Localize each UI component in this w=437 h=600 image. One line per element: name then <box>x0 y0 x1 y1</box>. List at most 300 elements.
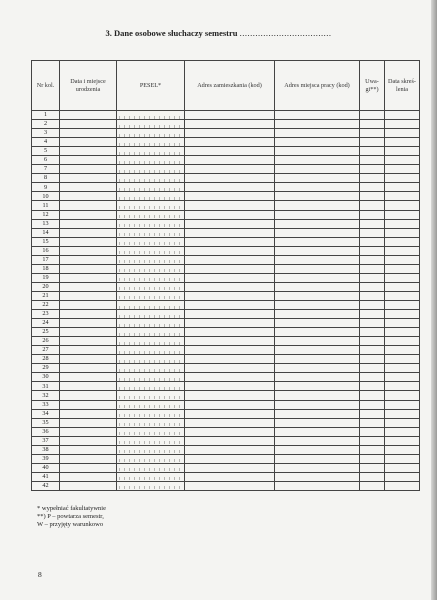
pesel-digit-boxes <box>119 175 182 182</box>
cell-data-skreslenia <box>385 156 420 165</box>
cell-uwagi <box>360 355 385 364</box>
cell-data-skreslenia <box>385 328 420 337</box>
cell-adres-zamieszkania <box>185 481 275 490</box>
cell-adres-zamieszkania <box>185 409 275 418</box>
pesel-digit-boxes <box>119 292 182 299</box>
pesel-digit-boxes <box>119 419 182 426</box>
pesel-digit-boxes <box>119 211 182 218</box>
pesel-digit-boxes <box>119 383 182 390</box>
cell-pesel <box>117 337 185 346</box>
cell-uwagi <box>360 373 385 382</box>
cell-pesel <box>117 201 185 210</box>
table-row <box>32 310 420 319</box>
pesel-digit-boxes <box>119 193 182 200</box>
cell-pesel <box>117 328 185 337</box>
cell-data-skreslenia <box>385 337 420 346</box>
row-number: 25 <box>32 328 60 337</box>
cell-data-skreslenia <box>385 463 420 472</box>
cell-adres-pracy <box>275 328 360 337</box>
cell-data-skreslenia <box>385 210 420 219</box>
page-number: 8 <box>38 570 42 579</box>
cell-data-skreslenia <box>385 436 420 445</box>
table-row <box>32 300 420 309</box>
cell-adres-pracy <box>275 201 360 210</box>
table-row <box>32 156 420 165</box>
cell-adres-zamieszkania <box>185 147 275 156</box>
cell-uwagi <box>360 129 385 138</box>
pesel-digit-boxes <box>119 410 182 417</box>
cell-data-skreslenia <box>385 120 420 129</box>
cell-uwagi <box>360 364 385 373</box>
cell-uwagi <box>360 418 385 427</box>
row-number: 31 <box>32 382 60 391</box>
cell-data-urodzenia <box>60 138 117 147</box>
row-number: 14 <box>32 228 60 237</box>
cell-pesel <box>117 174 185 183</box>
cell-uwagi <box>360 310 385 319</box>
row-number: 24 <box>32 319 60 328</box>
table-row <box>32 129 420 138</box>
cell-adres-zamieszkania <box>185 328 275 337</box>
pesel-digit-boxes <box>119 473 182 480</box>
cell-adres-pracy <box>275 120 360 129</box>
table-row <box>32 210 420 219</box>
cell-uwagi <box>360 463 385 472</box>
pesel-digit-boxes <box>119 437 182 444</box>
cell-uwagi <box>360 201 385 210</box>
pesel-digit-boxes <box>119 329 182 336</box>
cell-uwagi <box>360 138 385 147</box>
pesel-digit-boxes <box>119 401 182 408</box>
cell-uwagi <box>360 319 385 328</box>
pesel-digit-boxes <box>119 139 182 146</box>
pesel-digit-boxes <box>119 464 182 471</box>
cell-pesel <box>117 165 185 174</box>
header-nr-kol: Nr kol. <box>32 61 60 111</box>
cell-data-skreslenia <box>385 129 420 138</box>
cell-adres-zamieszkania <box>185 400 275 409</box>
pesel-digit-boxes <box>119 265 182 272</box>
cell-adres-zamieszkania <box>185 291 275 300</box>
cell-uwagi <box>360 147 385 156</box>
cell-uwagi <box>360 300 385 309</box>
cell-uwagi <box>360 409 385 418</box>
pesel-digit-boxes <box>119 320 182 327</box>
cell-data-urodzenia <box>60 454 117 463</box>
cell-data-urodzenia <box>60 246 117 255</box>
cell-data-urodzenia <box>60 400 117 409</box>
table-row <box>32 201 420 210</box>
cell-data-urodzenia <box>60 156 117 165</box>
table-row <box>32 481 420 490</box>
cell-adres-pracy <box>275 427 360 436</box>
cell-data-urodzenia <box>60 445 117 454</box>
row-number: 22 <box>32 300 60 309</box>
row-number: 16 <box>32 246 60 255</box>
cell-pesel <box>117 210 185 219</box>
cell-uwagi <box>360 111 385 120</box>
cell-uwagi <box>360 328 385 337</box>
cell-uwagi <box>360 472 385 481</box>
table-body <box>32 111 420 491</box>
cell-data-urodzenia <box>60 481 117 490</box>
cell-adres-pracy <box>275 183 360 192</box>
cell-data-skreslenia <box>385 445 420 454</box>
page-edge <box>431 0 437 600</box>
cell-pesel <box>117 355 185 364</box>
cell-data-skreslenia <box>385 409 420 418</box>
cell-pesel <box>117 291 185 300</box>
cell-data-urodzenia <box>60 147 117 156</box>
cell-adres-zamieszkania <box>185 183 275 192</box>
cell-data-skreslenia <box>385 111 420 120</box>
cell-pesel <box>117 228 185 237</box>
cell-pesel <box>117 364 185 373</box>
cell-pesel <box>117 319 185 328</box>
cell-adres-pracy <box>275 319 360 328</box>
cell-pesel <box>117 282 185 291</box>
cell-data-urodzenia <box>60 129 117 138</box>
cell-data-skreslenia <box>385 364 420 373</box>
cell-data-urodzenia <box>60 219 117 228</box>
cell-data-urodzenia <box>60 300 117 309</box>
cell-data-urodzenia <box>60 373 117 382</box>
cell-adres-zamieszkania <box>185 174 275 183</box>
cell-adres-zamieszkania <box>185 192 275 201</box>
row-number: 11 <box>32 201 60 210</box>
cell-data-skreslenia <box>385 201 420 210</box>
header-data-skreslenia: Data skreś- lenia <box>385 61 420 111</box>
section-title-dots: ................................... <box>239 28 332 38</box>
cell-data-urodzenia <box>60 174 117 183</box>
cell-adres-pracy <box>275 237 360 246</box>
footnotes <box>37 505 106 529</box>
pesel-digit-boxes <box>119 283 182 290</box>
cell-pesel <box>117 255 185 264</box>
cell-adres-zamieszkania <box>185 120 275 129</box>
cell-uwagi <box>360 120 385 129</box>
pesel-digit-boxes <box>119 392 182 399</box>
cell-adres-pracy <box>275 355 360 364</box>
row-number: 29 <box>32 364 60 373</box>
row-number: 28 <box>32 355 60 364</box>
cell-pesel <box>117 400 185 409</box>
row-number: 23 <box>32 310 60 319</box>
cell-data-urodzenia <box>60 192 117 201</box>
cell-adres-pracy <box>275 291 360 300</box>
table-row <box>32 246 420 255</box>
row-number: 40 <box>32 463 60 472</box>
row-number: 32 <box>32 391 60 400</box>
pesel-digit-boxes <box>119 302 182 309</box>
cell-uwagi <box>360 228 385 237</box>
cell-data-urodzenia <box>60 210 117 219</box>
cell-data-skreslenia <box>385 355 420 364</box>
cell-adres-pracy <box>275 282 360 291</box>
cell-pesel <box>117 183 185 192</box>
pesel-digit-boxes <box>119 347 182 354</box>
cell-adres-zamieszkania <box>185 319 275 328</box>
cell-data-urodzenia <box>60 201 117 210</box>
cell-data-skreslenia <box>385 454 420 463</box>
cell-pesel <box>117 111 185 120</box>
cell-adres-pracy <box>275 364 360 373</box>
cell-data-skreslenia <box>385 472 420 481</box>
cell-uwagi <box>360 237 385 246</box>
cell-data-urodzenia <box>60 382 117 391</box>
table-row <box>32 328 420 337</box>
pesel-digit-boxes <box>119 428 182 435</box>
cell-data-urodzenia <box>60 310 117 319</box>
cell-data-skreslenia <box>385 138 420 147</box>
footnote-remarks-p: **) P – powtarza semestr, <box>37 513 104 520</box>
cell-data-urodzenia <box>60 183 117 192</box>
header-data-urodzenia: Data i miejsce urodzenia <box>60 61 117 111</box>
cell-uwagi <box>360 165 385 174</box>
cell-adres-zamieszkania <box>185 373 275 382</box>
cell-pesel <box>117 273 185 282</box>
cell-pesel <box>117 436 185 445</box>
cell-data-skreslenia <box>385 391 420 400</box>
cell-data-skreslenia <box>385 255 420 264</box>
table-row <box>32 264 420 273</box>
header-pesel: PESEL* <box>117 61 185 111</box>
footnote-remarks-w: W – przyjęty warunkowo <box>37 521 104 528</box>
cell-data-skreslenia <box>385 418 420 427</box>
cell-uwagi <box>360 219 385 228</box>
row-number: 5 <box>32 147 60 156</box>
cell-uwagi <box>360 382 385 391</box>
table-row <box>32 454 420 463</box>
pesel-digit-boxes <box>119 130 182 137</box>
table-row <box>32 237 420 246</box>
cell-adres-zamieszkania <box>185 463 275 472</box>
table-row <box>32 337 420 346</box>
cell-adres-pracy <box>275 174 360 183</box>
cell-adres-pracy <box>275 147 360 156</box>
cell-data-urodzenia <box>60 436 117 445</box>
cell-pesel <box>117 418 185 427</box>
cell-adres-pracy <box>275 400 360 409</box>
cell-data-urodzenia <box>60 427 117 436</box>
cell-adres-zamieszkania <box>185 427 275 436</box>
cell-uwagi <box>360 454 385 463</box>
row-number: 30 <box>32 373 60 382</box>
cell-data-urodzenia <box>60 255 117 264</box>
cell-pesel <box>117 120 185 129</box>
cell-pesel <box>117 219 185 228</box>
cell-adres-pracy <box>275 255 360 264</box>
cell-data-urodzenia <box>60 165 117 174</box>
cell-uwagi <box>360 183 385 192</box>
cell-data-urodzenia <box>60 337 117 346</box>
row-number: 8 <box>32 174 60 183</box>
row-number: 34 <box>32 409 60 418</box>
cell-pesel <box>117 391 185 400</box>
table-row <box>32 418 420 427</box>
students-table <box>31 60 420 491</box>
pesel-digit-boxes <box>119 311 182 318</box>
pesel-digit-boxes <box>119 482 182 489</box>
cell-pesel <box>117 300 185 309</box>
cell-data-skreslenia <box>385 310 420 319</box>
cell-data-skreslenia <box>385 319 420 328</box>
cell-data-skreslenia <box>385 147 420 156</box>
cell-data-urodzenia <box>60 346 117 355</box>
cell-data-skreslenia <box>385 174 420 183</box>
row-number: 37 <box>32 436 60 445</box>
row-number: 4 <box>32 138 60 147</box>
cell-pesel <box>117 138 185 147</box>
row-number: 18 <box>32 264 60 273</box>
pesel-digit-boxes <box>119 112 182 119</box>
table-row <box>32 165 420 174</box>
cell-adres-zamieszkania <box>185 246 275 255</box>
table-row <box>32 255 420 264</box>
cell-uwagi <box>360 291 385 300</box>
cell-data-urodzenia <box>60 355 117 364</box>
cell-data-skreslenia <box>385 192 420 201</box>
cell-adres-zamieszkania <box>185 129 275 138</box>
table-row <box>32 219 420 228</box>
table-row <box>32 427 420 436</box>
row-number: 7 <box>32 165 60 174</box>
cell-adres-zamieszkania <box>185 228 275 237</box>
cell-data-skreslenia <box>385 382 420 391</box>
cell-uwagi <box>360 264 385 273</box>
cell-data-urodzenia <box>60 282 117 291</box>
cell-adres-pracy <box>275 129 360 138</box>
cell-adres-zamieszkania <box>185 472 275 481</box>
cell-pesel <box>117 310 185 319</box>
section-title-text: 3. Dane osobowe słuchaczy semestru <box>105 28 238 38</box>
cell-data-skreslenia <box>385 228 420 237</box>
cell-data-urodzenia <box>60 472 117 481</box>
cell-uwagi <box>360 273 385 282</box>
cell-data-skreslenia <box>385 427 420 436</box>
row-number: 38 <box>32 445 60 454</box>
cell-data-skreslenia <box>385 237 420 246</box>
cell-adres-zamieszkania <box>185 264 275 273</box>
cell-pesel <box>117 129 185 138</box>
row-number: 17 <box>32 255 60 264</box>
row-number: 27 <box>32 346 60 355</box>
footnote-optional: * wypełniać fakultatywnie <box>37 505 106 512</box>
cell-uwagi <box>360 346 385 355</box>
table-row <box>32 472 420 481</box>
cell-pesel <box>117 463 185 472</box>
cell-data-skreslenia <box>385 246 420 255</box>
cell-adres-pracy <box>275 219 360 228</box>
row-number: 21 <box>32 291 60 300</box>
cell-adres-zamieszkania <box>185 310 275 319</box>
cell-uwagi <box>360 436 385 445</box>
cell-uwagi <box>360 255 385 264</box>
cell-adres-zamieszkania <box>185 364 275 373</box>
cell-adres-zamieszkania <box>185 210 275 219</box>
cell-adres-zamieszkania <box>185 436 275 445</box>
table-row <box>32 174 420 183</box>
cell-adres-pracy <box>275 472 360 481</box>
cell-pesel <box>117 264 185 273</box>
pesel-digit-boxes <box>119 166 182 173</box>
cell-adres-zamieszkania <box>185 337 275 346</box>
row-number: 3 <box>32 129 60 138</box>
header-adres-pracy: Adres miejsca pracy (kod) <box>275 61 360 111</box>
pesel-digit-boxes <box>119 247 182 254</box>
cell-pesel <box>117 373 185 382</box>
pesel-digit-boxes <box>119 356 182 363</box>
cell-adres-zamieszkania <box>185 282 275 291</box>
cell-pesel <box>117 445 185 454</box>
cell-data-skreslenia <box>385 165 420 174</box>
table-row <box>32 400 420 409</box>
cell-adres-pracy <box>275 210 360 219</box>
cell-data-skreslenia <box>385 282 420 291</box>
cell-data-urodzenia <box>60 463 117 472</box>
cell-adres-pracy <box>275 273 360 282</box>
pesel-digit-boxes <box>119 202 182 209</box>
cell-adres-pracy <box>275 300 360 309</box>
pesel-digit-boxes <box>119 157 182 164</box>
cell-data-skreslenia <box>385 291 420 300</box>
cell-data-skreslenia <box>385 481 420 490</box>
row-number: 39 <box>32 454 60 463</box>
row-number: 42 <box>32 481 60 490</box>
cell-adres-pracy <box>275 382 360 391</box>
cell-adres-zamieszkania <box>185 355 275 364</box>
cell-uwagi <box>360 156 385 165</box>
cell-pesel <box>117 237 185 246</box>
table-row <box>32 192 420 201</box>
pesel-digit-boxes <box>119 374 182 381</box>
cell-adres-pracy <box>275 391 360 400</box>
cell-data-urodzenia <box>60 319 117 328</box>
row-number: 19 <box>32 273 60 282</box>
cell-uwagi <box>360 210 385 219</box>
cell-adres-pracy <box>275 337 360 346</box>
cell-pesel <box>117 409 185 418</box>
pesel-digit-boxes <box>119 256 182 263</box>
pesel-digit-boxes <box>119 121 182 128</box>
row-number: 6 <box>32 156 60 165</box>
cell-adres-zamieszkania <box>185 454 275 463</box>
cell-adres-pracy <box>275 454 360 463</box>
row-number: 1 <box>32 111 60 120</box>
table-row <box>32 273 420 282</box>
table-row <box>32 147 420 156</box>
pesel-digit-boxes <box>119 455 182 462</box>
cell-adres-pracy <box>275 264 360 273</box>
row-number: 20 <box>32 282 60 291</box>
row-number: 33 <box>32 400 60 409</box>
pesel-digit-boxes <box>119 148 182 155</box>
pesel-digit-boxes <box>119 229 182 236</box>
table-row <box>32 436 420 445</box>
row-number: 13 <box>32 219 60 228</box>
cell-pesel <box>117 454 185 463</box>
cell-adres-pracy <box>275 445 360 454</box>
cell-uwagi <box>360 427 385 436</box>
cell-uwagi <box>360 282 385 291</box>
table-row <box>32 291 420 300</box>
table-row <box>32 183 420 192</box>
cell-adres-zamieszkania <box>185 156 275 165</box>
cell-data-urodzenia <box>60 418 117 427</box>
cell-data-skreslenia <box>385 183 420 192</box>
cell-uwagi <box>360 246 385 255</box>
cell-data-urodzenia <box>60 291 117 300</box>
